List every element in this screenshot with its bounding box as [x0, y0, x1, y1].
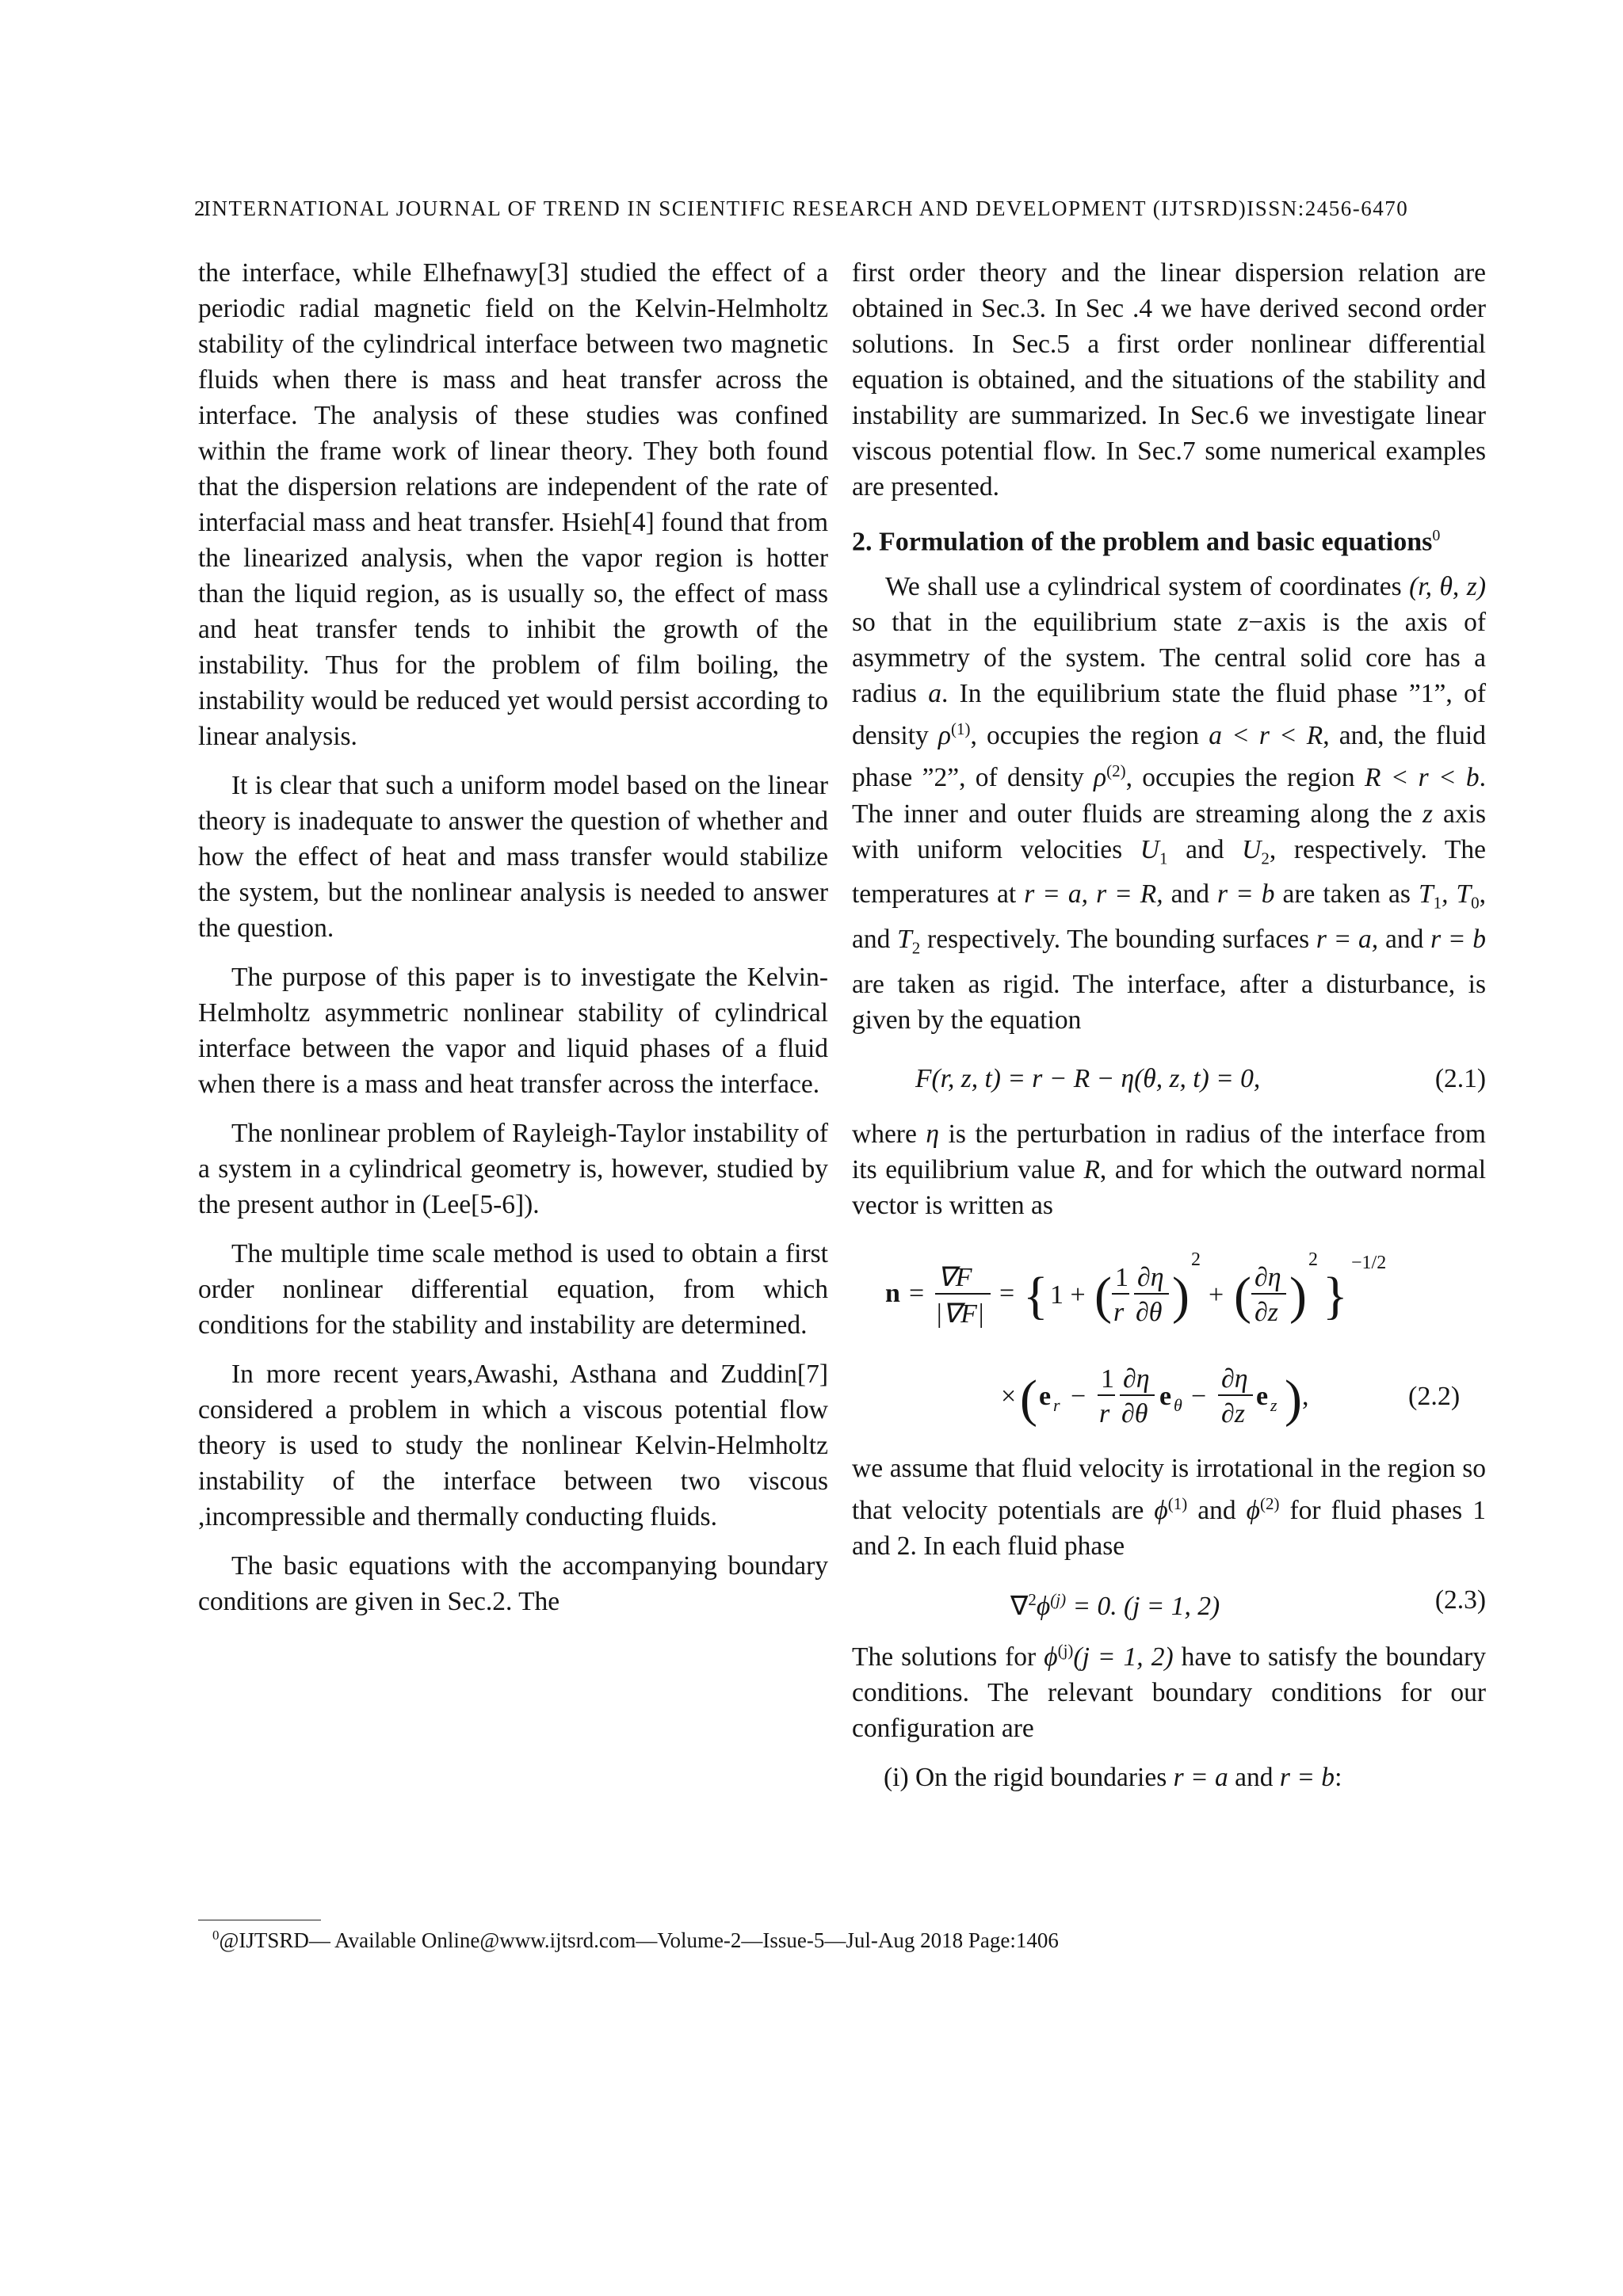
svg-text:e: e: [1039, 1381, 1052, 1411]
svg-text:−: −: [1071, 1381, 1086, 1411]
formulation-paragraph: We shall use a cylindrical system of coordinates (r, θ, z) so that in the equilibrium state z−axis is the axis of asymmetry of the system. The central solid core has a radius a. In the equilibrium state the fluid phase ”1”, of density $\rho^{(1)}$, occupies the region a < r < R, and, the fluid phase ”2”, of density $\rho^{(2)}$, occupies the region R < r < b. The inner and outer fluids are streaming along the z axis with uniform velocities $U_1$ and $U_2$, respectively. The temperatures at r = a, r = R, and r = b are taken as $T_1$, $T_0$, and $T_2$ respectively. The bounding surfaces r = a, and r = b are taken as rigid. The interface, after a disturbance, is given by the equation: [852, 572, 1486, 1035]
section-heading-text: 2. Formulation of the problem and basic equations: [852, 527, 1433, 557]
equation-number: (2.2): [1408, 1381, 1461, 1411]
svg-text:∂θ: ∂θ: [1121, 1398, 1148, 1428]
left-brace: {: [1023, 1266, 1048, 1325]
equation-expression: F(r, z, t) = r − R − η(θ, z, t) = 0,: [915, 1063, 1261, 1093]
paragraph: It is clear that such a uniform model based on the linear theory is inadequate to answer the question of whether and how the effect of heat and mass transfer would stabilize the system, but the nonlinear analysis is needed to answer the question.: [198, 771, 828, 943]
paragraph: the interface, while Elhefnawy[3] studied the effect of a periodic radial magnetic field on the Kelvin-Helmholtz stability of the cylindrical interface between two magnetic fluids when there is mass and heat transfer across the interface. The analysis of these studies was confined within the frame work of linear theory. They both found that the dispersion relations are independent of the rate of interfacial mass and heat transfer. Hsieh[4] found that from the linearized analysis, when the vapor region is hotter than the liquid region, as is usually so, the effect of mass and heat transfer tends to inhibit the growth of the instability. Thus for the problem of film boiling, the instability would be reduced yet would persist according to linear analysis.: [198, 258, 828, 751]
svg-text:×: ×: [1001, 1381, 1017, 1411]
paragraph: where η is the perturbation in radius of the interface from its equilibrium value R, and for which the outward normal vector is written as: [852, 1119, 1487, 1220]
paragraph: first order theory and the linear dispersion relation are obtained in Sec.3. In Sec .4 we have derived second order solutions. In Sec.5 a first order nonlinear differential equation is obtained, and the situations of the stability and instability are summarized. In Sec.6 we investigate linear viscous potential flow. In Sec.7 some numerical examples are presented.: [852, 258, 1486, 502]
svg-text:(: (: [1234, 1266, 1251, 1325]
svg-text:): ): [1289, 1266, 1307, 1325]
equals-sign: =: [999, 1278, 1015, 1308]
svg-text:r: r: [1113, 1297, 1125, 1327]
equation-number: (2.1): [1434, 1063, 1486, 1093]
svg-text:∂θ: ∂θ: [1136, 1297, 1163, 1327]
footnote-text: @IJTSRD— Available Online@www.ijtsrd.com—Volume-2—Issue-5—Jul-Aug 2018 Page:1406: [219, 1928, 1059, 1952]
one: 1: [1115, 1262, 1128, 1292]
svg-text:θ: θ: [1174, 1394, 1182, 1415]
svg-text:e: e: [1256, 1381, 1269, 1411]
right-brace: }: [1323, 1266, 1348, 1325]
right-column: [852, 255, 1486, 1809]
paragraph: The nonlinear problem of Rayleigh-Taylor instability of a system in a cylindrical geometry is, however, studied by the present author in (Lee[5-6]).: [198, 1119, 828, 1219]
svg-text:∂η: ∂η: [1221, 1363, 1248, 1394]
equation-number: (2.3): [1434, 1585, 1486, 1615]
svg-text:−: −: [1191, 1381, 1207, 1411]
svg-text:+: +: [1209, 1280, 1224, 1310]
svg-text:∂η: ∂η: [1137, 1262, 1164, 1292]
svg-text:∂z: ∂z: [1254, 1297, 1279, 1327]
right-paren: ): [1172, 1266, 1190, 1325]
normal-vector-symbol: n: [885, 1278, 900, 1308]
paragraph: In more recent years,Awashi, Asthana and Zuddin[7] considered a problem in which a viscous potential flow theory is used to study the nonlinear Kelvin-Helmholtz instability of the interface between two viscous ,incompressible and thermally conducting fluids.: [198, 1360, 828, 1531]
svg-text:2: 2: [1308, 1249, 1318, 1270]
denominator-abs-grad-f: |∇F|: [935, 1299, 985, 1329]
equation-2-3: [852, 1577, 1486, 1625]
section-heading: [852, 518, 1486, 559]
power-exponent: −1/2: [1351, 1252, 1387, 1273]
left-paren: (: [1094, 1266, 1112, 1325]
svg-text:∂η: ∂η: [1254, 1262, 1281, 1292]
numerator-grad-f: ∇F: [938, 1262, 972, 1292]
page-number: 2: [194, 196, 206, 220]
svg-text:r: r: [1099, 1398, 1110, 1428]
svg-text:∂η: ∂η: [1123, 1363, 1150, 1394]
equals-sign: =: [909, 1278, 925, 1308]
equation-expression: $\nabla^2\phi^{(j)} = 0$. (j = 1, 2): [1010, 1589, 1220, 1622]
equation-2-2: [852, 1237, 1486, 1443]
paragraph: The purpose of this paper is to investigate the Kelvin-Helmholtz asymmetric nonlinear stability of cylindrical interface between the vapor and liquid phases of a fluid when there is a mass and heat transfer across the interface.: [198, 963, 828, 1099]
paragraph: The multiple time scale method is used to obtain a first order nonlinear differential equation, from which conditions for the stability and instability are determined.: [198, 1239, 828, 1340]
svg-text:r: r: [1053, 1394, 1060, 1415]
svg-text:∂z: ∂z: [1221, 1398, 1246, 1428]
svg-text:,: ,: [1302, 1381, 1309, 1411]
paragraph: The solutions for $\phi^{(j)}(j = 1$, 2) have to satisfy the boundary conditions. The relevant boundary conditions for our configuration are: [852, 1640, 1486, 1744]
svg-text:1: 1: [1101, 1363, 1114, 1394]
one-plus: 1 +: [1050, 1280, 1086, 1310]
svg-text:2: 2: [1191, 1249, 1201, 1270]
svg-text:): ): [1285, 1369, 1302, 1428]
footnote: [212, 1928, 1059, 1953]
svg-text:(: (: [1020, 1369, 1037, 1428]
paragraph: we assume that fluid velocity is irrotational in the region so that velocity potentials are $\phi^{(1)}$ and $\phi^{(2)}$ for fluid phases 1 and 2. In each fluid phase: [852, 1453, 1486, 1561]
paragraph: The basic equations with the accompanying boundary conditions are given in Sec.2. The: [198, 1551, 828, 1616]
svg-text:e: e: [1159, 1381, 1172, 1411]
boundary-condition-item: (i) On the rigid boundaries r = a and r = b:: [884, 1763, 1342, 1793]
footnote-mark: 0: [212, 1928, 220, 1943]
left-column: [198, 255, 828, 1633]
journal-running-title: INTERNATIONAL JOURNAL OF TREND IN SCIENTIFIC RESEARCH AND DEVELOPMENT (IJTSRD)ISSN:2456-6470: [204, 196, 1409, 220]
svg-text:z: z: [1270, 1394, 1277, 1415]
footnote-mark: 0: [1432, 527, 1441, 544]
equation-2-1: [852, 1051, 1486, 1107]
